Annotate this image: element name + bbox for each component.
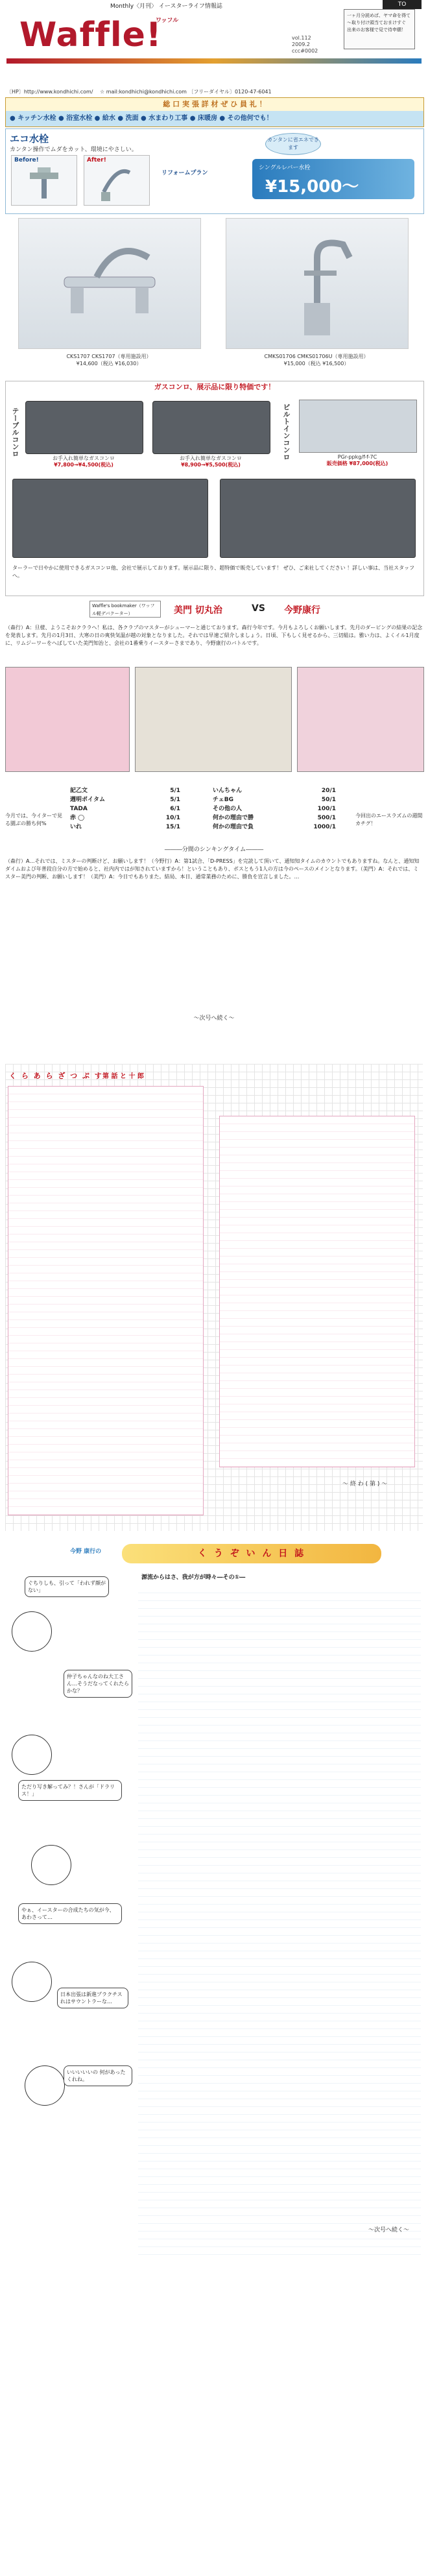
after-image <box>84 155 150 206</box>
story-title: く ら あ ら ざ つ ぷ す <box>9 1072 103 1080</box>
before-image <box>11 155 77 206</box>
notice-line: 一ヶ月分読めば、ヤマ命を得て <box>347 13 410 18</box>
stove-photo <box>220 479 416 558</box>
odds-row: いんちゃん 20/1 <box>213 788 336 794</box>
faucet-products <box>5 214 423 376</box>
character-face <box>12 1611 52 1652</box>
stove-photo <box>152 401 270 454</box>
story-closing: ～ 終 わ ( 第 ) ～ <box>342 1481 388 1487</box>
faucet-icon <box>278 232 356 342</box>
story-column-right <box>219 1116 415 1467</box>
story-section <box>5 1064 423 1531</box>
table-stove-label: テーブルコンロ <box>11 407 19 457</box>
manga-header: 今野 康行の <box>70 1548 102 1555</box>
manga-closing: ～次号へ続く～ <box>368 2227 410 2233</box>
stove-photo <box>12 479 208 558</box>
before-label: Before! <box>14 157 39 163</box>
manga-section <box>5 1544 423 2556</box>
notice-line: ～取り付け頭当ておまけすぐ <box>347 20 406 25</box>
after-label: After! <box>87 157 106 163</box>
stove-photo <box>299 400 417 453</box>
plan-badge: リフォームプラン <box>161 170 208 176</box>
speech-bubble: やぁ、イースターの合成たちの気が今、あわさって… <box>18 1903 122 1924</box>
issue-date: 2009.2 <box>292 42 310 47</box>
speech-bubble: 仲子ちゃんなのね大工さん…そうだなってくれたらかな？ <box>64 1670 132 1698</box>
banner-title: 総 口 実 張 詳 材 ぜ ひ 員 礼 ！ <box>6 98 423 111</box>
duel-intro: （森行）A：旦様、ようこそおクララへ！私は、各クラブのマスターがシューマーと通じております。森行今年です。今月もよろしくお願いします。先月のダービングの結果の記念を発表します。先月の1月3日、大寒の日の爽快気温が越の対象となりました。それでは早速ご紹介しましょう。日頃、下もしく見せるから、三切組は。雅い力は、よくイル1月度に、リムジーワーをへばしていた美門知治と、会社の1番乗りイースターさまであり、今野康行のバトルです。 <box>5 625 423 646</box>
stove-price: ¥7,800→¥4,500(税込) <box>54 462 113 468</box>
speech-bubble: ぐちりしも、引って「われず顔がない」 <box>25 1576 109 1597</box>
vs-label: VS <box>252 603 265 614</box>
eco-section <box>5 128 424 214</box>
diary-text <box>138 1585 421 2260</box>
speech-bubble: いいいいいの 何があったくれね。 <box>64 2065 132 2086</box>
price-badge <box>252 159 414 199</box>
story-tag: 第 話 と 十 郎 <box>102 1073 144 1080</box>
odds-row: 記乙文 5/1 <box>70 788 180 794</box>
character-face <box>25 2065 65 2106</box>
odds-row: 何かの理由で勝 500/1 <box>213 815 336 821</box>
duel-body: （森行）A…それでは、ミスターの判断けど、お願いします！（今野行）A：第1試合、「D-PRESS」を完読して頂いて、通知知タイムのカウントでもありますね。なんと、通知知ダイムおよび年普段自分の方で始めると、社内内ではが知されていますから！ということもあり、ボスともう1人の方は今のペースのメインとなります。（美門）A：それでは、ミスター美門の判断、お願いします！（美門）A：今日でもありまた。結局、本日、通常業務のために、勝負を宣言しました。… <box>5 858 420 880</box>
corner-tag: TO <box>383 0 422 9</box>
character-face <box>31 1845 71 1885</box>
stove-caption <box>152 455 269 468</box>
odds-row: TADA 6/1 <box>70 806 180 812</box>
odds-right <box>213 786 336 832</box>
product-code: CMKS01706 CMKS01706U（専用施設用） <box>264 354 369 359</box>
banner-services: ● キッチン水栓 ● 浴室水栓 ● 給水 ● 洗面 ● 水まわり工事 ● 床暖房 ● その他何でも！ <box>6 111 423 126</box>
odds-row: いれ 15/1 <box>70 824 180 830</box>
gas-title: ガスコンロ、展示品に限り特価です！ <box>154 383 276 391</box>
speech-bubble: 日本出張は新進プラクチスれはサウントラーな… <box>57 1988 128 2008</box>
faucet-before-icon <box>25 166 64 202</box>
issue-code: ccc#0002 <box>292 48 318 54</box>
issue-info <box>292 35 318 54</box>
faucet-icon <box>58 245 161 322</box>
issue-vol: vol.112 <box>292 35 311 41</box>
stove-name: お手入れ簡単なガスコンロ <box>53 455 115 461</box>
logo-subtitle: ワッフル <box>156 18 179 24</box>
speech-bubble: ただり写き解ってみ？！さんが「ドラリス！」 <box>18 1780 122 1801</box>
dvd-cover-photo <box>5 667 130 772</box>
manga-title: く う ぞ い ん 日 誌 <box>122 1544 381 1563</box>
odds-row: 週明ポイタム 5/1 <box>70 797 180 803</box>
builtin-stove-label: ビルトインコンロ <box>282 403 291 461</box>
name-b: 今野康行 <box>284 605 320 616</box>
notice-box <box>344 9 415 49</box>
logo-title: Waffle! <box>19 16 162 54</box>
thinking-divider: ―――分間のシンキングタイム――― <box>164 847 264 853</box>
stove-price: 販売価格 ¥87,000(税込) <box>326 461 388 466</box>
comic-strip <box>5 1572 128 2546</box>
eco-title: エコ水栓 <box>10 133 49 145</box>
odds-row: その他の人 100/1 <box>213 806 336 812</box>
product-price: ¥15,000（税込 ¥16,500） <box>283 361 350 367</box>
stove-photo <box>25 401 143 454</box>
faucet-after-icon <box>97 166 136 202</box>
notice-line: 出来のお客様で見で待申願！ <box>347 27 406 32</box>
issue-line: Monthly〈月刊〉 イースターライフ情報誌 <box>110 3 222 10</box>
header-strip <box>0 0 428 9</box>
duel-section <box>5 598 423 1052</box>
bookmaker-label: Waffle's bookmaker（ワッフル軽デバクーター） <box>89 601 161 618</box>
eco-subtitle: カンタン操作でムダをカット、環境にやさしい。 <box>10 147 137 153</box>
contact-line: 〔HP〕http://www.kondhichi.com/ ☆ mail:kondhichi@kondhichi.com 〔フリーダイヤル〕0120-47-6041 <box>6 89 272 95</box>
product-image <box>18 218 201 349</box>
price-value: ¥15,000～ <box>265 177 359 197</box>
odds-note-b: 今回出のエースラズムの週間カチグ！ <box>355 813 423 826</box>
stove-caption <box>25 455 142 468</box>
masthead <box>6 9 422 67</box>
character-face <box>12 1735 52 1775</box>
stove-name: お手入れ簡単なガスコンロ <box>180 455 242 461</box>
masthead-rule <box>6 58 422 64</box>
price-label: シングルレバー水栓 <box>259 165 311 171</box>
gas-note: ターラーで日やかに使用できるガスコンロ他、会社で展示しております。展示品に限り、超特価で販売しています！ ぜひ、ご来社してください ！詳しい事は、当社スタッフへ。 <box>12 565 415 579</box>
odds-row: 何かの理由で負 1000/1 <box>213 824 336 830</box>
product-image <box>226 218 409 349</box>
service-banner <box>5 97 424 127</box>
eco-bubble: カンタンに省エネできます <box>265 133 321 155</box>
stove-price: ¥8,900→¥5,500(税込) <box>181 462 241 468</box>
product-caption <box>226 353 407 367</box>
odds-row: チェBG 50/1 <box>213 797 336 803</box>
magazine-photo <box>135 667 292 772</box>
product-price: ¥14,600（税込 ¥16,030） <box>76 361 142 367</box>
product-code: CKS1707 CKS1707（専用施設用） <box>66 354 152 359</box>
story-column-left <box>8 1086 204 1515</box>
stove-name: PGr-ppkg/f-f-7C <box>337 454 377 460</box>
poster-photo <box>297 667 424 772</box>
duel-closing: ～次号へ続く～ <box>193 1015 235 1022</box>
manga-subtitle: 源流からはさ、我が方が時々―その①― <box>141 1574 246 1581</box>
gas-stove-section <box>5 381 424 596</box>
character-face <box>12 1962 52 2002</box>
stove-caption <box>299 454 416 467</box>
odds-note-a: 今月では、今イターで見る園ぶの勝ち何% <box>5 813 62 826</box>
odds-left <box>70 786 180 832</box>
odds-row: 赤 ◯ 10/1 <box>70 815 180 821</box>
name-a: 美門 切丸治 <box>174 605 222 616</box>
product-caption <box>18 353 200 367</box>
